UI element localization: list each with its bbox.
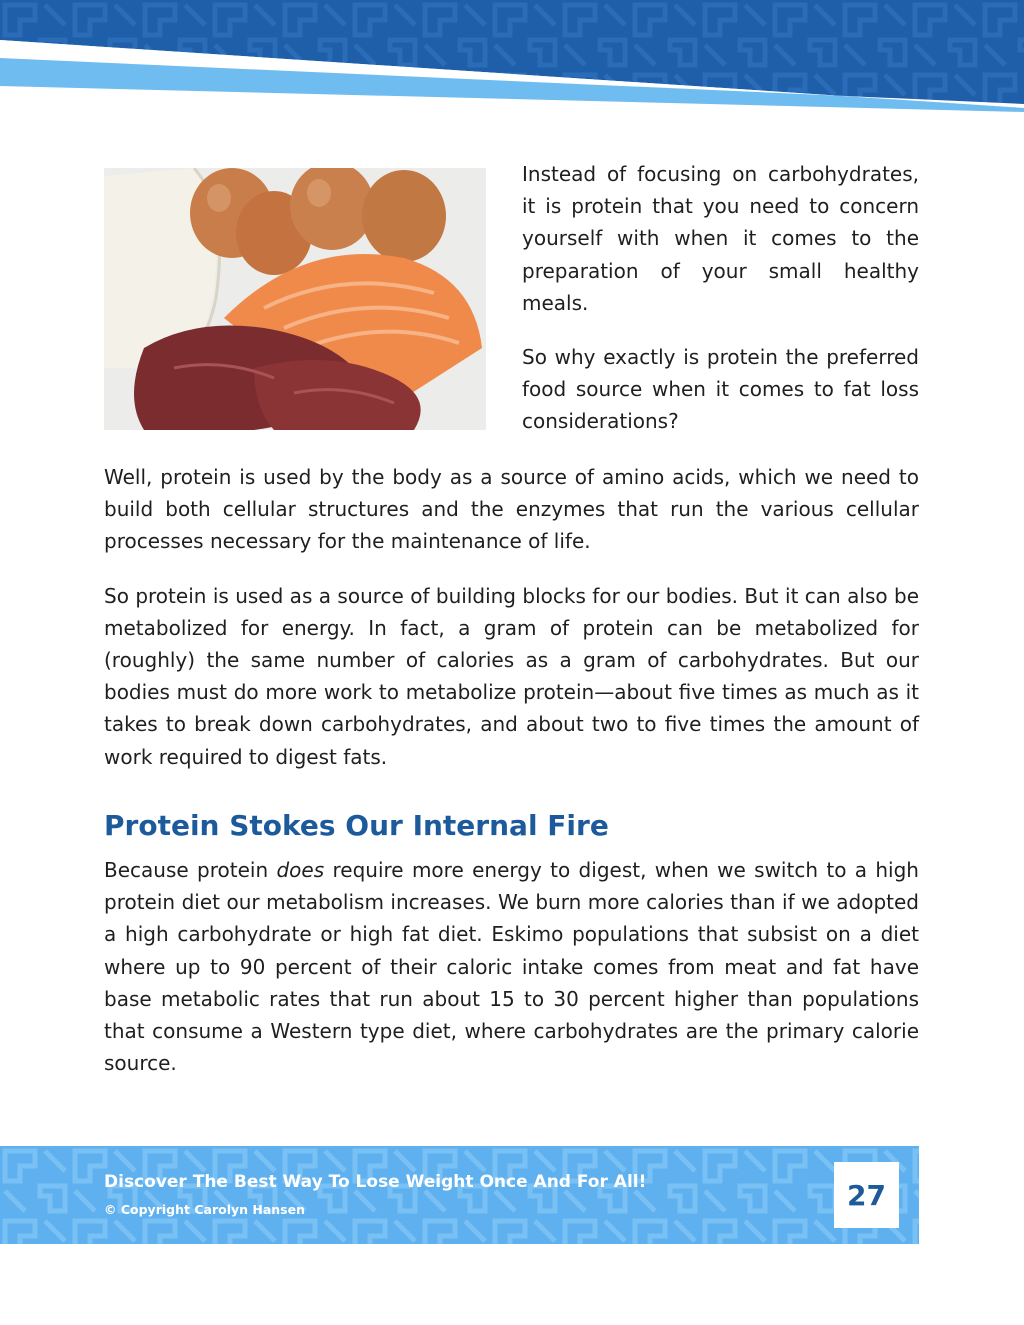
protein-foods-image bbox=[104, 168, 486, 430]
section-paragraph bbox=[104, 854, 919, 1079]
intro-text bbox=[522, 158, 919, 460]
footer-title: Discover The Best Way To Lose Weight Once And For All! bbox=[104, 1172, 647, 1192]
body-text bbox=[104, 461, 919, 795]
intro-paragraph-1: Instead of focusing on carbohydrates, it is protein that you need to concern yourself with when it comes to the preparation of your small healthy meals. bbox=[522, 162, 919, 315]
body-paragraph-1: Well, protein is used by the body as a source of amino acids, which we need to build both cellular structures and the enzymes that run the various cellular processes necessary for the maintenance of life. bbox=[104, 465, 919, 554]
intro-paragraph-2: So why exactly is protein the preferred food source when it comes to fat loss considerations? bbox=[522, 345, 919, 434]
section-paragraph-emphasis: does bbox=[276, 858, 325, 882]
section-heading: Protein Stokes Our Internal Fire bbox=[104, 809, 609, 842]
section-text bbox=[104, 854, 919, 1079]
footer-banner bbox=[0, 1146, 919, 1244]
body-paragraph-2: So protein is used as a source of building blocks for our bodies. But it can also be metabolized for energy. In fact, a gram of protein can be metabolized for (roughly) the same number of calories as a gram of carbohydrates. But our bodies must do more work to metabolize protein—about five times as much as it takes to break down carbohydrates, and about two to five times the amount of work required to digest fats. bbox=[104, 583, 919, 769]
section-paragraph-end: require more energy to digest, when we switch to a high protein diet our metabolism increases. We burn more calories than if we adopted a high carbohydrate or high fat diet. Eskimo populations that subsist on a diet where up to 90 percent of their caloric intake comes from meat and fat have base metabolic rates that run about 15 to 30 percent higher than populations that consume a Western type diet, where carbohydrates are the primary calorie source. bbox=[104, 858, 919, 1076]
footer-copyright: © Copyright Carolyn Hansen bbox=[104, 1202, 305, 1217]
page-number: 27 bbox=[834, 1162, 899, 1228]
section-paragraph-start: Because protein bbox=[104, 858, 277, 882]
header-banner bbox=[0, 0, 1024, 112]
